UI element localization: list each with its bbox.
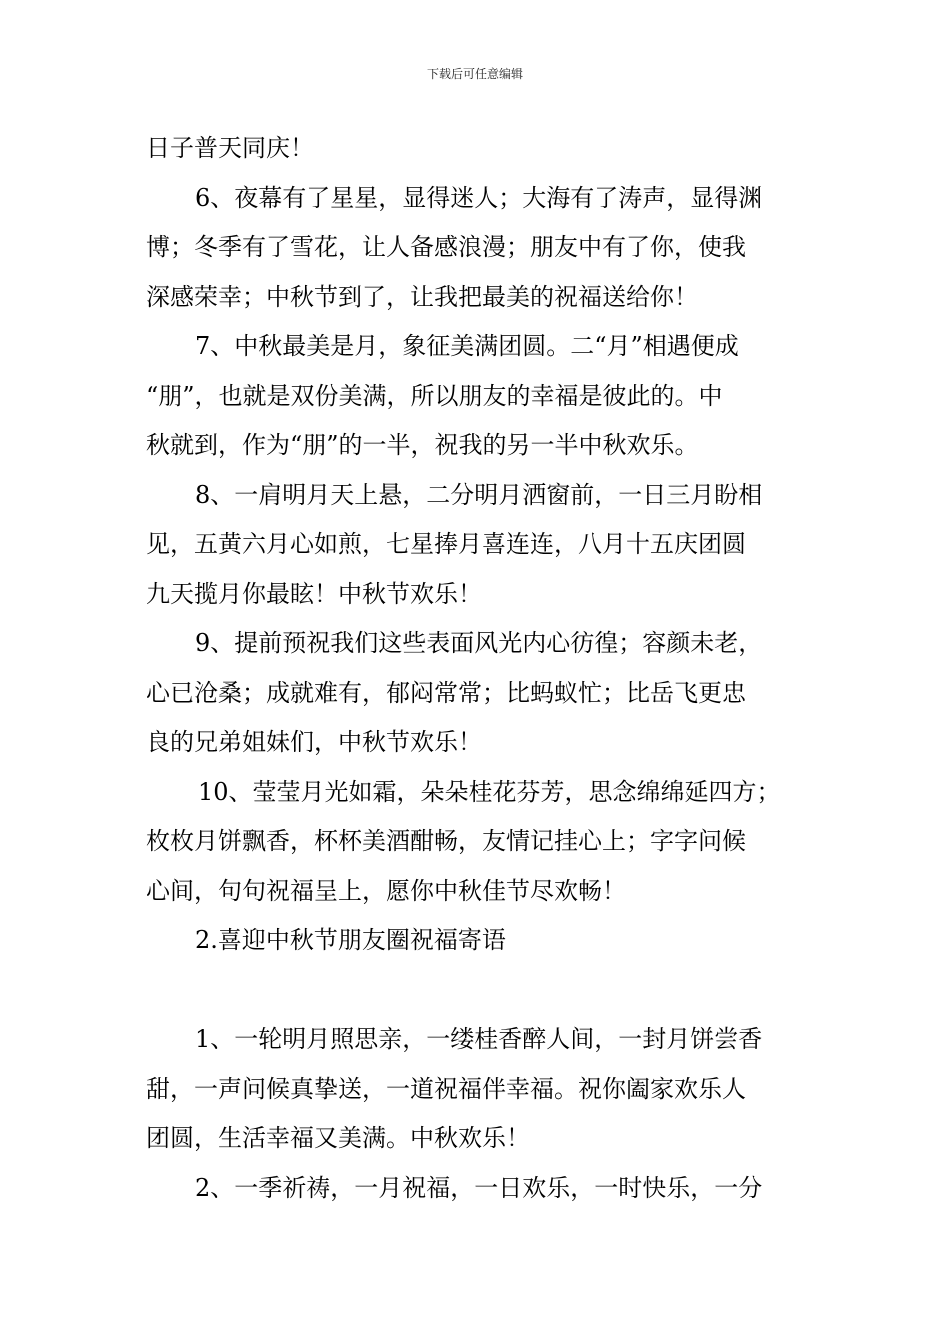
text-line: 深感荣幸；中秋节到了，让我把最美的祝福送给你！ [146,282,698,311]
text-line: 良的兄弟姐妹们，中秋节欢乐！ [146,728,482,756]
text-line: 枚枚月饼飘香，杯杯美酒酣畅，友情记挂心上；字字问候 [146,827,746,855]
text-line: 日子普天同庆！ [146,134,314,162]
text-line: 九天揽月你最眩！中秋节欢乐！ [146,579,482,608]
section-heading: 2.喜迎中秋节朋友圈祝福寄语 [195,926,506,954]
text-line: 博；冬季有了雪花，让人备感浪漫；朋友中有了你，使我 [146,233,746,261]
text-line: 8、一肩明月天上悬，二分明月洒窗前，一日三月盼相 [195,480,763,509]
page-header: 下载后可任意编辑 [426,67,523,81]
text-line: 6、夜幕有了星星，显得迷人；大海有了涛声，显得渊 [195,183,763,212]
text-line: “朋”，也就是双份美满，所以朋友的幸福是彼此的。中 [146,381,723,410]
text-line: 见，五黄六月心如煎，七星捧月喜连连，八月十五庆团圆 [146,530,746,558]
text-line: 2、一季祈祷，一月祝福，一日欢乐，一时快乐，一分 [195,1173,763,1202]
text-line: 1、一轮明月照思亲，一缕桂香醉人间，一封月饼尝香 [195,1025,763,1053]
text-line: 秋就到，作为“朋”的一半，祝我的另一半中秋欢乐。 [146,431,699,459]
text-line: 7、中秋最美是月，象征美满团圆。二“月”相遇便成 [195,332,739,360]
text-line: 心间，句句祝福呈上，愿你中秋佳节尽欢畅！ [146,876,626,905]
document-body [146,124,826,1213]
text-line: 9、提前预祝我们这些表面风光内心彷徨；容颜未老， [195,629,763,657]
text-line: 心已沧桑；成就难有，郁闷常常；比蚂蚁忙；比岳飞更忠 [146,678,746,707]
blank-line [146,966,826,1016]
text-line: 团圆，生活幸福又美满。中秋欢乐！ [146,1124,530,1152]
text-line: 10、莹莹月光如霜，朵朵桂花芬芳，思念绵绵延四方； [198,777,781,806]
text-line: 甜，一声问候真挚送，一道祝福伴幸福。祝你阖家欢乐人 [146,1074,746,1103]
